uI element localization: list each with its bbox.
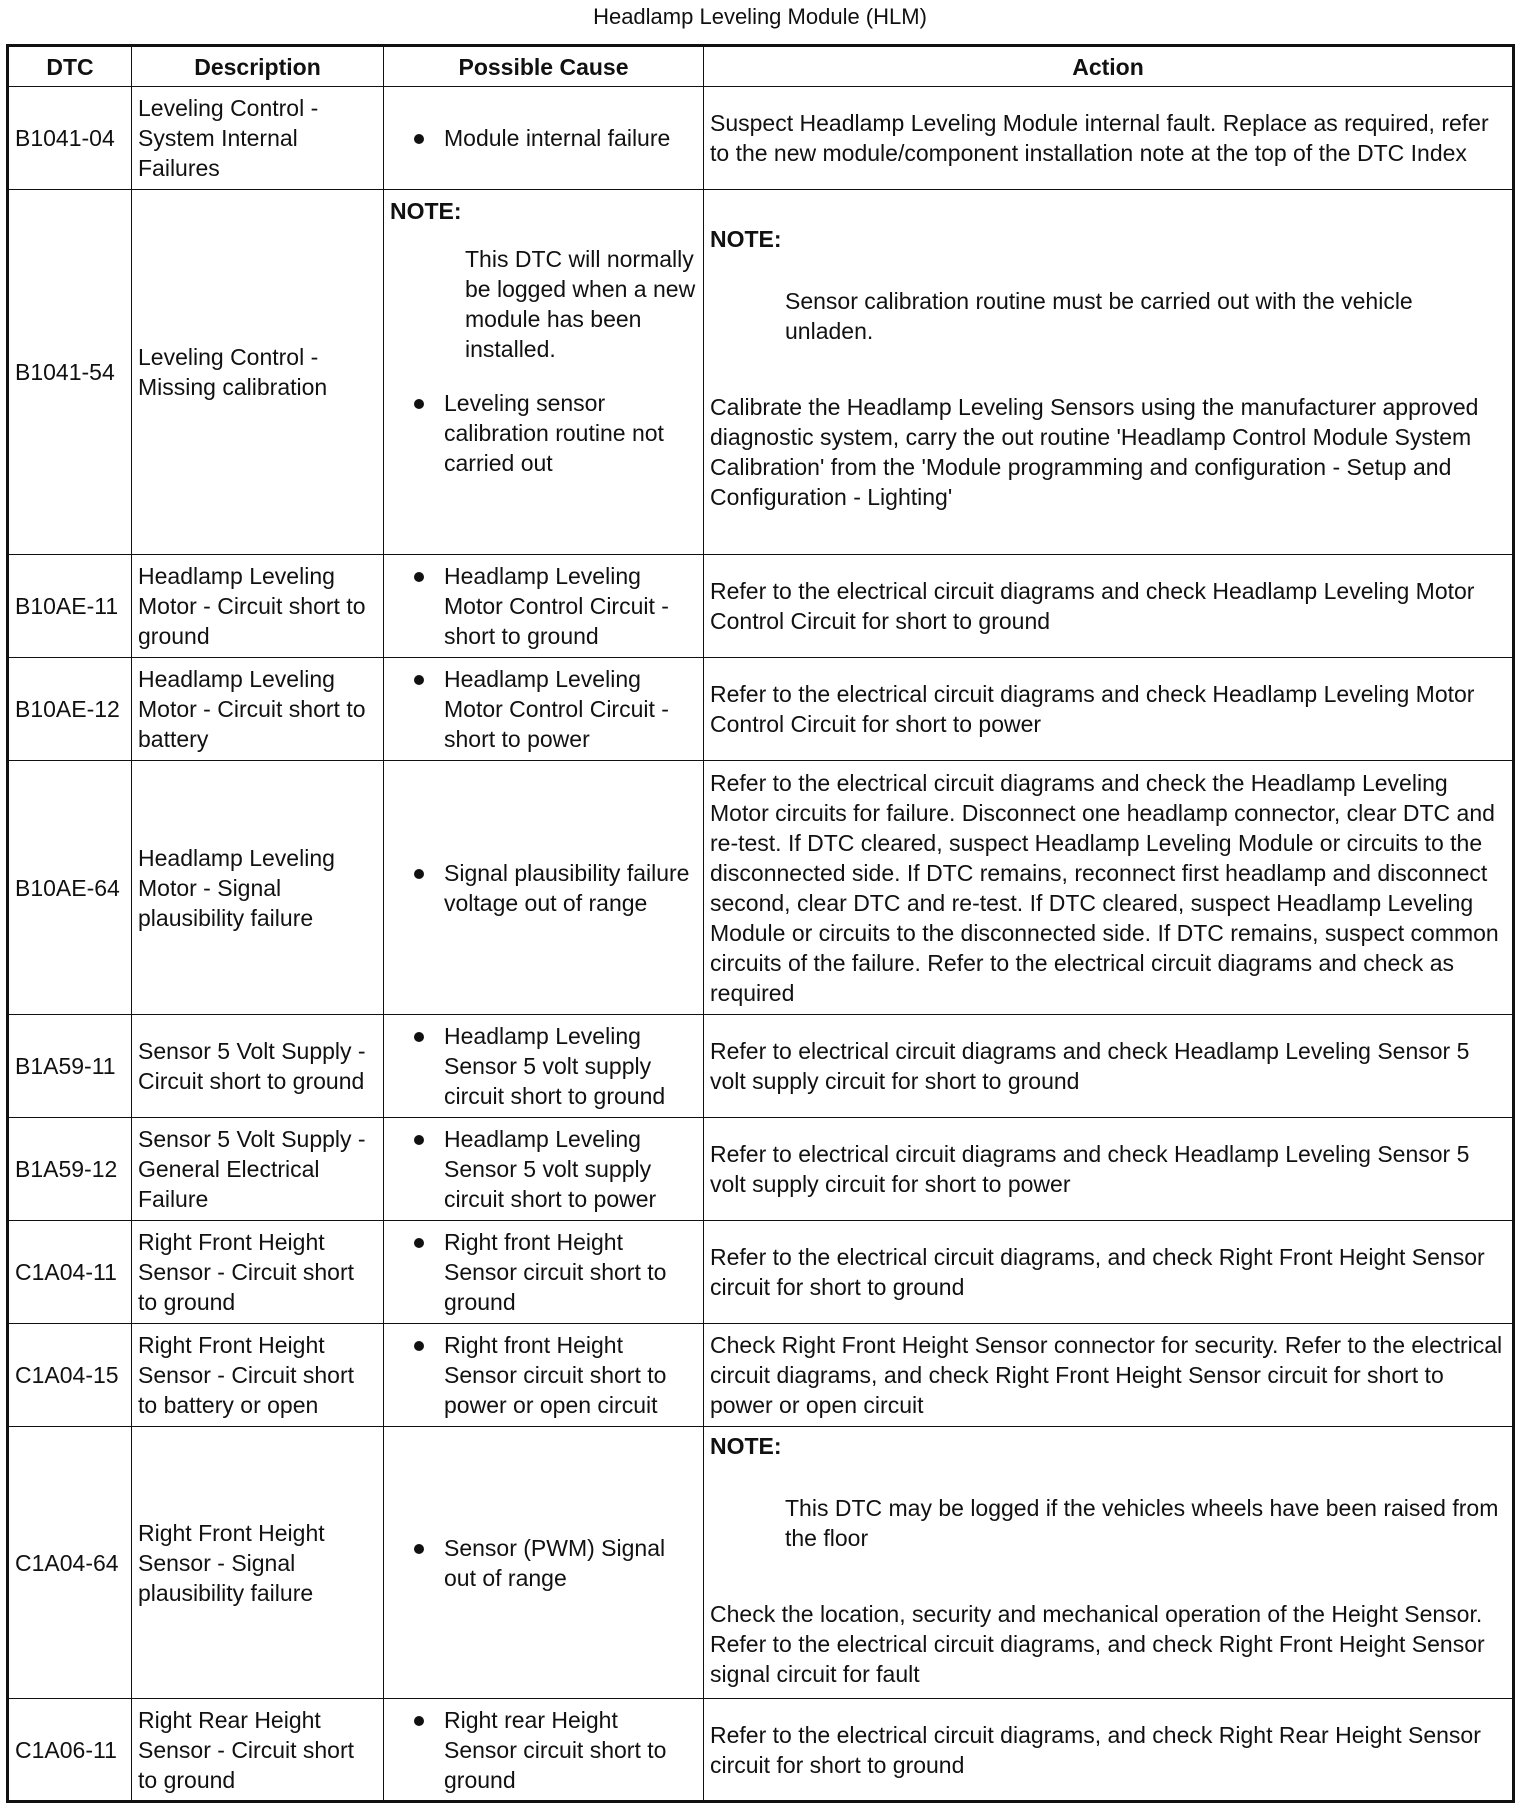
action-note: Sensor calibration routine must be carried out with the vehicle unladen.	[785, 288, 1413, 344]
action-text: Calibrate the Headlamp Leveling Sensors using the manufacturer approved diagnostic system, carry the out routine 'Headlamp Control Module System Calibration' from the 'Module programming and configuration - Setup and Configuration - Lighting'	[710, 394, 1479, 510]
possible-cause	[384, 1015, 704, 1118]
table-row	[8, 1015, 1514, 1118]
action-text: Check the location, security and mechanical operation of the Height Sensor. Refer to the electrical circuit diagrams, and check Right Front Height Sensor signal circuit for fault	[710, 1601, 1485, 1687]
cause-note-label: NOTE:	[390, 198, 462, 224]
possible-cause	[384, 1221, 704, 1324]
dtc-description: Right Front Height Sensor - Signal plausibility failure	[132, 1427, 384, 1699]
possible-cause	[384, 555, 704, 658]
table-row	[8, 1427, 1514, 1699]
action-text: Refer to the electrical circuit diagrams and check Headlamp Leveling Motor Control Circuit for short to ground	[704, 555, 1514, 658]
dtc-code: C1A04-15	[8, 1324, 132, 1427]
dtc-description: Right Front Height Sensor - Circuit short to battery or open	[132, 1324, 384, 1427]
action-note-label: NOTE:	[710, 226, 782, 252]
dtc-description: Sensor 5 Volt Supply - General Electrical Failure	[132, 1118, 384, 1221]
possible-cause	[384, 658, 704, 761]
page-title: Headlamp Leveling Module (HLM)	[593, 4, 927, 29]
cause-item: Signal plausibility failure voltage out of range	[402, 858, 697, 918]
cause-item: Headlamp Leveling Motor Control Circuit - short to power	[402, 664, 697, 754]
possible-cause	[384, 761, 704, 1015]
dtc-description: Right Rear Height Sensor - Circuit short to ground	[132, 1699, 384, 1802]
table-row	[8, 1324, 1514, 1427]
dtc-code: C1A04-11	[8, 1221, 132, 1324]
dtc-description: Headlamp Leveling Motor - Circuit short to battery	[132, 658, 384, 761]
action-cell	[704, 190, 1514, 555]
possible-cause	[384, 87, 704, 190]
dtc-code: B10AE-11	[8, 555, 132, 658]
dtc-description: Leveling Control - System Internal Failures	[132, 87, 384, 190]
dtc-code: C1A06-11	[8, 1699, 132, 1802]
action-text: Refer to the electrical circuit diagrams and check the Headlamp Leveling Motor circuits for failure. Disconnect one headlamp connector, clear DTC and re-test. If DTC cleared, suspect Headlamp Leveling Module or circuits to the disconnected side. If DTC remains, reconnect first headlamp and disconnect second, clear DTC and re-test. If DTC cleared, suspect Headlamp Leveling Module or circuits to the disconnected side. If DTC remains, suspect common circuits of the failure. Refer to the electrical circuit diagrams and check as required	[704, 761, 1514, 1015]
action-text: Refer to electrical circuit diagrams and check Headlamp Leveling Sensor 5 volt supply circuit for short to power	[704, 1118, 1514, 1221]
dtc-description: Headlamp Leveling Motor - Circuit short to ground	[132, 555, 384, 658]
dtc-description: Leveling Control - Missing calibration	[132, 190, 384, 555]
action-text: Refer to electrical circuit diagrams and check Headlamp Leveling Sensor 5 volt supply circuit for short to ground	[704, 1015, 1514, 1118]
cause-item: Module internal failure	[402, 123, 697, 153]
header-possible-cause: Possible Cause	[384, 46, 704, 87]
dtc-code: B1A59-11	[8, 1015, 132, 1118]
header-description: Description	[132, 46, 384, 87]
dtc-code: B1041-54	[8, 190, 132, 555]
action-cell	[704, 1427, 1514, 1699]
table-row	[8, 87, 1514, 190]
cause-item: Right front Height Sensor circuit short to power or open circuit	[402, 1330, 697, 1420]
dtc-table	[6, 44, 1515, 1803]
dtc-code: C1A04-64	[8, 1427, 132, 1699]
cause-item: Headlamp Leveling Sensor 5 volt supply circuit short to power	[402, 1124, 697, 1214]
table-row	[8, 1221, 1514, 1324]
header-dtc: DTC	[8, 46, 132, 87]
possible-cause	[384, 1427, 704, 1699]
possible-cause	[384, 190, 704, 555]
table-row	[8, 1118, 1514, 1221]
table-header-row	[8, 46, 1514, 87]
action-note: This DTC may be logged if the vehicles wheels have been raised from the floor	[785, 1495, 1499, 1551]
cause-item: Right rear Height Sensor circuit short to ground	[402, 1705, 697, 1795]
possible-cause	[384, 1699, 704, 1802]
dtc-description: Headlamp Leveling Motor - Signal plausibility failure	[132, 761, 384, 1015]
possible-cause	[384, 1118, 704, 1221]
cause-item: Headlamp Leveling Sensor 5 volt supply circuit short to ground	[402, 1021, 697, 1111]
dtc-description: Right Front Height Sensor - Circuit short to ground	[132, 1221, 384, 1324]
cause-item: Sensor (PWM) Signal out of range	[402, 1533, 697, 1593]
possible-cause	[384, 1324, 704, 1427]
cause-item: Right front Height Sensor circuit short to ground	[402, 1227, 697, 1317]
cause-item: Leveling sensor calibration routine not carried out	[402, 388, 697, 478]
cause-item: Headlamp Leveling Motor Control Circuit - short to ground	[402, 561, 697, 651]
dtc-code: B1041-04	[8, 87, 132, 190]
table-row	[8, 658, 1514, 761]
action-note-label: NOTE:	[710, 1433, 782, 1459]
table-row	[8, 555, 1514, 658]
dtc-code: B10AE-64	[8, 761, 132, 1015]
table-row	[8, 190, 1514, 555]
header-action: Action	[704, 46, 1514, 87]
table-row	[8, 1699, 1514, 1802]
action-text: Refer to the electrical circuit diagrams, and check Right Rear Height Sensor circuit for short to ground	[704, 1699, 1514, 1802]
action-text: Refer to the electrical circuit diagrams and check Headlamp Leveling Motor Control Circuit for short to power	[704, 658, 1514, 761]
dtc-code: B1A59-12	[8, 1118, 132, 1221]
dtc-description: Sensor 5 Volt Supply - Circuit short to ground	[132, 1015, 384, 1118]
cause-note: This DTC will normally be logged when a new module has been installed.	[465, 246, 696, 362]
action-text: Refer to the electrical circuit diagrams, and check Right Front Height Sensor circuit for short to ground	[704, 1221, 1514, 1324]
dtc-code: B10AE-12	[8, 658, 132, 761]
action-text: Check Right Front Height Sensor connector for security. Refer to the electrical circuit diagrams, and check Right Front Height Sensor circuit for short to power or open circuit	[704, 1324, 1514, 1427]
action-text: Suspect Headlamp Leveling Module internal fault. Replace as required, refer to the new module/component installation note at the top of the DTC Index	[704, 87, 1514, 190]
table-row	[8, 761, 1514, 1015]
